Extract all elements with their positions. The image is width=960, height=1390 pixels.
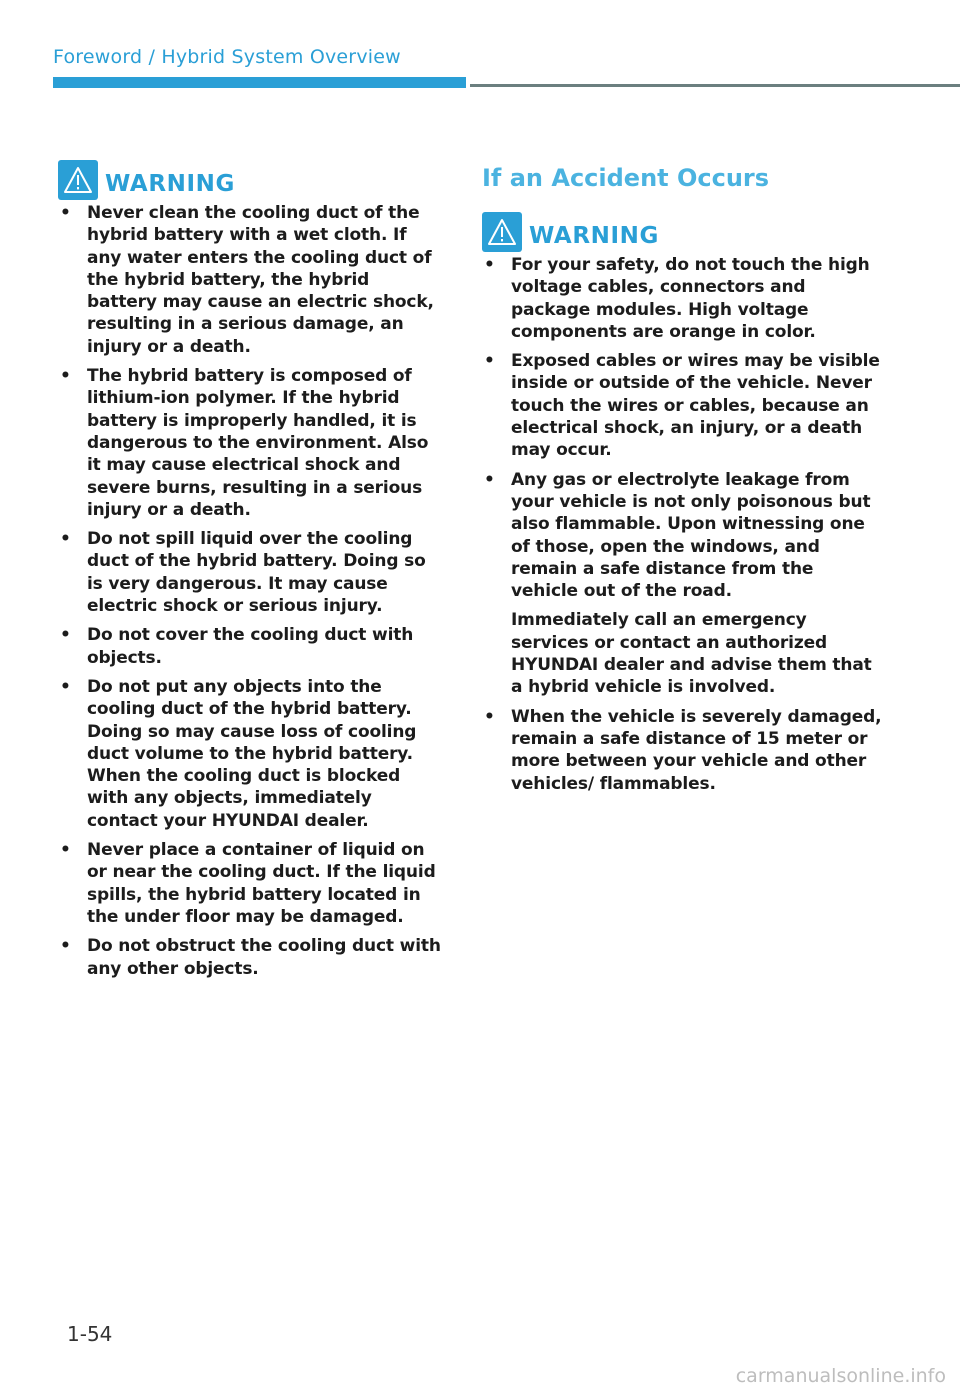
watermark: carmanualsonline.info xyxy=(735,1365,946,1387)
list-item-text: For your safety, do not touch the high voltage cables, connectors and package modules. High voltage components are orange in color. xyxy=(511,255,870,342)
warning-label: WARNING xyxy=(529,223,659,249)
list-item: • Exposed cables or wires may be visible inside or outside of the vehicle. Never touch the wires or cables, because an electrical shock, an injury, or a death may occur. xyxy=(484,351,880,461)
section-breadcrumb: Foreword / Hybrid System Overview xyxy=(53,46,401,68)
list-item: • When the vehicle is severely damaged, remain a safe distance of 15 meter or more between your vehicle and other vehicles/ flammables. xyxy=(484,706,882,794)
list-item-text: Do not put any objects into the cooling duct of the hybrid battery. Doing so may cause loss of cooling duct volume to the hybrid battery. When the cooling duct is blocked with any objects, immediately contact your HYUNDAI dealer. xyxy=(87,676,417,831)
header-rule xyxy=(470,84,960,87)
list-item-text: Do not spill liquid over the cooling duct of the hybrid battery. Doing so is very dangerous. It may cause electric shock or serious injury. xyxy=(87,529,426,617)
warning-triangle-icon xyxy=(482,212,522,252)
list-item: • Do not put any objects into the cooling duct of the hybrid battery. Doing so may cause loss of cooling duct volume to the hybrid battery. When the cooling duct is blocked with any objects, immediately contact your HYUNDAI dealer. xyxy=(60,676,417,831)
warning-list xyxy=(482,254,882,795)
header-accent-bar xyxy=(53,77,466,88)
warning-triangle-icon xyxy=(58,160,98,200)
warning-heading xyxy=(482,212,882,252)
list-item: • Do not obstruct the cooling duct with any other objects. xyxy=(60,936,441,979)
section-title: If an Accident Occurs xyxy=(482,164,770,192)
list-item-text: Never place a container of liquid on or near the cooling duct. If the liquid spills, the hybrid battery located in the under floor may be damaged. xyxy=(87,840,436,927)
left-column xyxy=(58,160,443,987)
list-item: • Do not cover the cooling duct with objects. xyxy=(60,625,414,668)
right-column xyxy=(482,160,882,802)
list-item: • The hybrid battery is composed of lithium-ion polymer. If the hybrid battery is improperly handled, it is dangerous to the environment. Also it may cause electrical shock and severe burns, resulting in a serious injury or a death. xyxy=(60,366,429,520)
list-item: • Never place a container of liquid on or near the cooling duct. If the liquid spills, the hybrid battery located in the under floor may be damaged. xyxy=(60,840,436,927)
warning-label: WARNING xyxy=(105,171,235,197)
page-number: 1-54 xyxy=(67,1322,113,1346)
list-item: • Never clean the cooling duct of the hybrid battery with a wet cloth. If any water enters the cooling duct of the hybrid battery, the hybrid battery may cause an electric shock, resulting in a serious damage, an injury or a death. xyxy=(60,203,434,357)
list-item-text: Never clean the cooling duct of the hybrid battery with a wet cloth. If any water enters the cooling duct of the hybrid battery, the hybrid battery may cause an electric shock, resulting in a serious damage, an injury or a death. xyxy=(87,203,434,357)
warning-list xyxy=(58,202,443,980)
list-item: • Do not spill liquid over the cooling duct of the hybrid battery. Doing so is very dangerous. It may cause electric shock or serious injury. xyxy=(60,529,426,617)
list-item-text: Do not cover the cooling duct with objects. xyxy=(87,625,414,668)
list-item: • Any gas or electrolyte leakage from your vehicle is not only poisonous but also flammable. Upon witnessing one of those, open the windows, and remain a safe distance from the vehicle out of the road. Immediately call an emergency services or contact an authorized HYUNDAI dealer and advise them that a hybrid vehicle is involved. xyxy=(482,469,882,699)
list-item-text: Any gas or electrolyte leakage from your vehicle is not only poisonous but also flammable. Upon witnessing one of those, open the windows, and remain a safe distance from the vehicle out of the road. xyxy=(511,469,871,602)
list-item-text: When the vehicle is severely damaged, remain a safe distance of 15 meter or more between your vehicle and other vehicles/ flammables. xyxy=(511,706,882,794)
list-item-text: Do not obstruct the cooling duct with any other objects. xyxy=(87,936,441,979)
list-item-continuation: Immediately call an emergency services or contact an authorized HYUNDAI dealer and advise them that a hybrid vehicle is involved. xyxy=(511,610,872,698)
list-item-text: Exposed cables or wires may be visible inside or outside of the vehicle. Never touch the wires or cables, because an electrical shock, an injury, or a death may occur. xyxy=(511,351,880,461)
list-item: • For your safety, do not touch the high voltage cables, connectors and package modules. High voltage components are orange in color. xyxy=(484,255,870,342)
list-item-text: The hybrid battery is composed of lithium-ion polymer. If the hybrid battery is improperly handled, it is dangerous to the environment. Also it may cause electrical shock and severe burns, resulting in a serious injury or a death. xyxy=(87,366,429,520)
warning-heading xyxy=(58,160,443,200)
